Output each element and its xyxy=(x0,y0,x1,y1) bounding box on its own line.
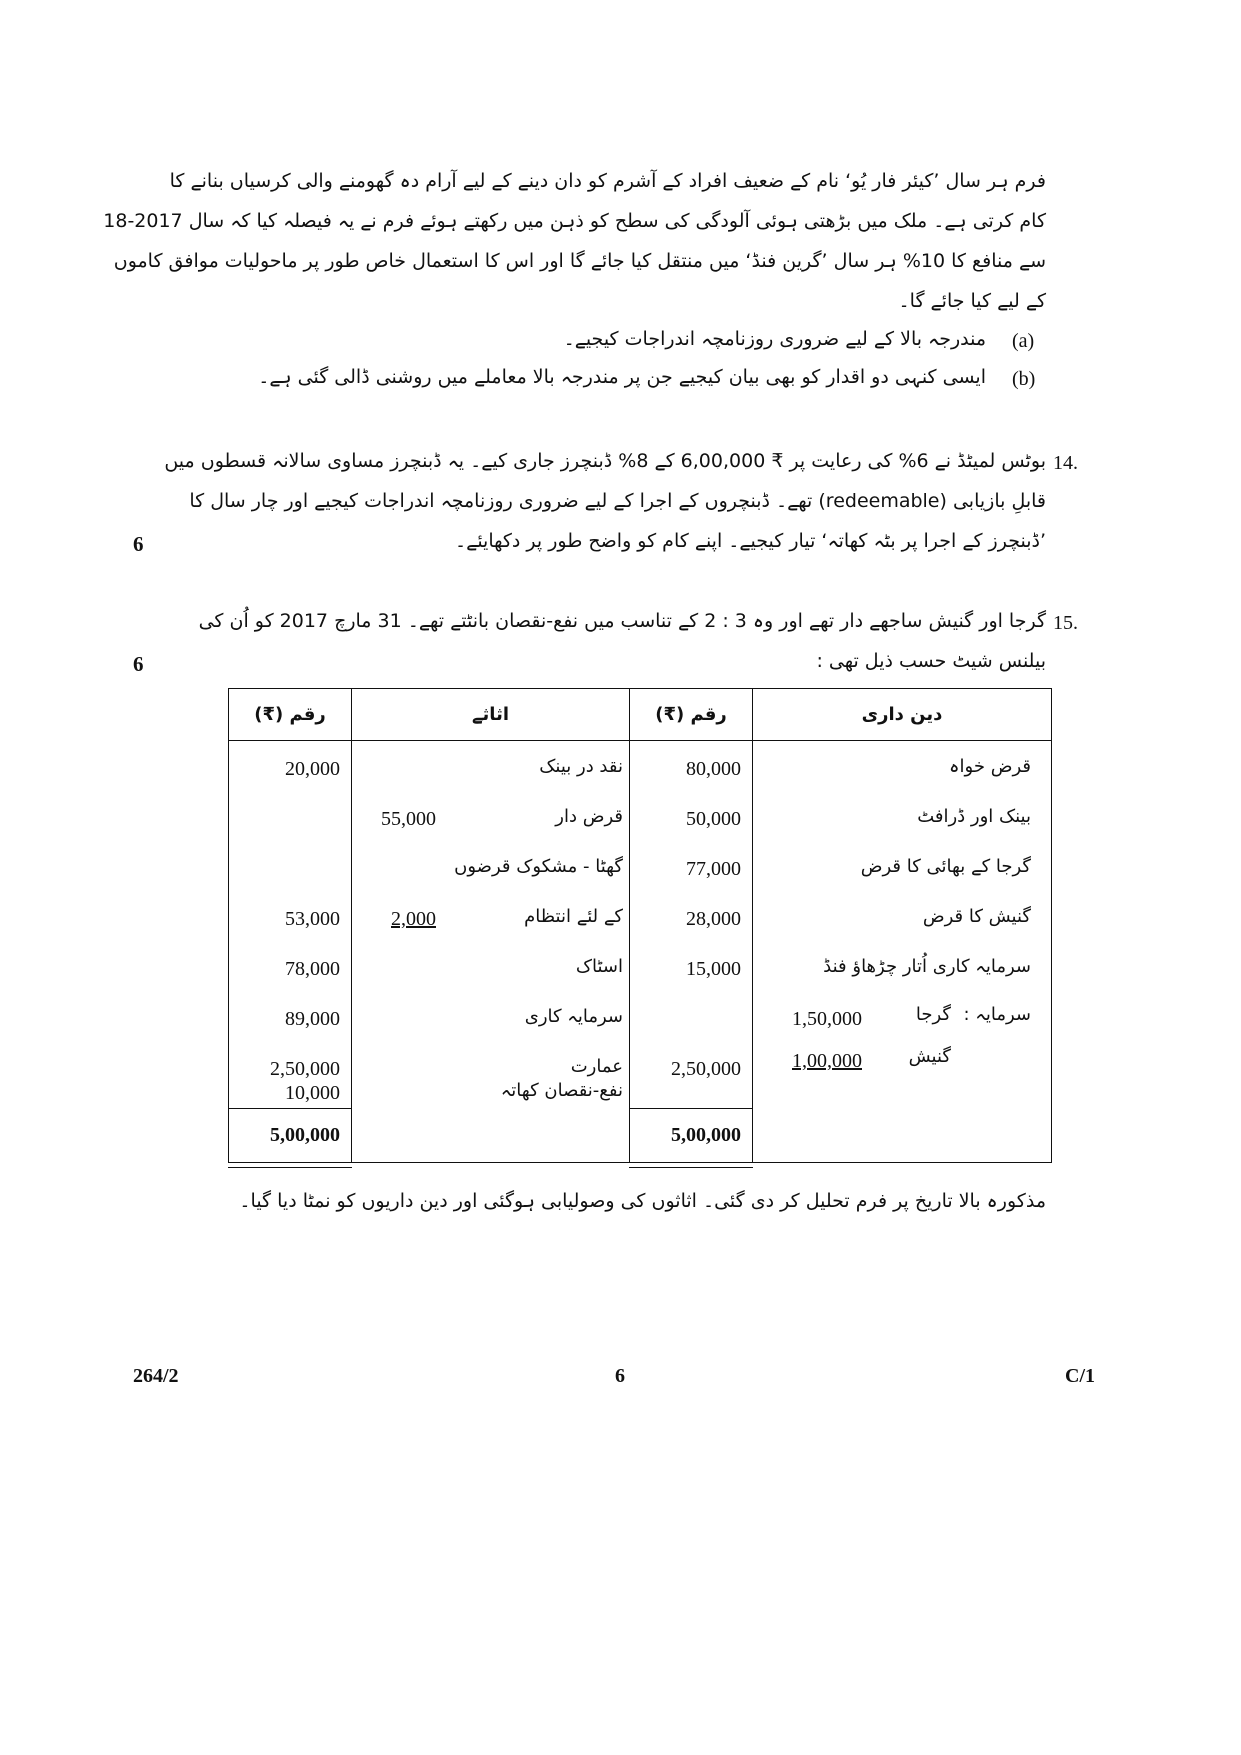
liability-amount: 50,000 xyxy=(686,808,741,830)
table-border-right xyxy=(1051,688,1052,1163)
assets-total: 5,00,000 xyxy=(270,1124,340,1146)
header-liabilities: دین داری xyxy=(861,704,943,725)
asset-inner-amount: 2,000 xyxy=(391,908,436,930)
liability-amount: 15,000 xyxy=(686,958,741,980)
total-rule-liab-top xyxy=(629,1108,753,1109)
q13-line-4: کے لیے کیا جائے گا۔ xyxy=(898,290,1046,312)
asset-label: اسٹاک xyxy=(575,956,623,977)
liability-label: گرجا کے بھائی کا قرض xyxy=(860,856,1031,877)
q15-marks: 6 xyxy=(133,652,144,676)
q13-line-3: سے منافع کا 10% ہر سال ’گرین فنڈ‘ میں منتقل کیا جائے گا اور اس کا استعمال خاص طور پر ماحولیات موافق کاموں xyxy=(113,250,1046,272)
liability-label: سرمایہ کاری اُتار چڑھاؤ فنڈ xyxy=(823,956,1031,977)
liability-amount: 28,000 xyxy=(686,908,741,930)
page-number: 6 xyxy=(615,1365,625,1387)
asset-label: نفع-نقصان کھاتہ xyxy=(500,1080,623,1101)
q13-line-1: فرم ہر سال ’کیئر فار یُو‘ نام کے ضعیف افراد کے آشرم کو دان دینے کے لیے آرام دہ گھومنے والی کرسیاں بنانے کا xyxy=(169,170,1046,192)
liability-label: بینک اور ڈرافٹ xyxy=(917,806,1031,827)
total-double-assets xyxy=(228,1167,352,1168)
q14-line-1: بوٹس لمیٹڈ نے 6% کی رعایت پر ₹ 6,00,000 کے 8% ڈبنچرز جاری کیے۔ یہ ڈبنچرز مساوی سالانہ قسطوں میں xyxy=(164,450,1046,472)
header-assets: اثاثے xyxy=(472,704,509,725)
liability-amount: 80,000 xyxy=(686,758,741,780)
capital-partner-2-amount: 1,00,000 xyxy=(792,1050,862,1072)
q14-line-3: ’ڈبنچرز کے اجرا پر بٹہ کھاتہ‘ تیار کیجیے۔ اپنے کام کو واضح طور پر دکھایئے۔ xyxy=(455,530,1046,552)
asset-amount: 89,000 xyxy=(285,1008,340,1030)
capital-partner-1-amount: 1,50,000 xyxy=(792,1008,862,1030)
total-double-liab xyxy=(629,1167,753,1168)
asset-amount: 2,50,000 xyxy=(270,1058,340,1080)
q15-after-text: مذکورہ بالا تاریخ پر فرم تحلیل کر دی گئی۔ اثاثوں کی وصولیابی ہوگئی اور دین داریوں کو نمٹا دیا گیا۔ xyxy=(239,1190,1046,1212)
q15-line-1: گرجا اور گنیش ساجھے دار تھے اور وہ 3 : 2 کے تناسب میں نفع-نقصان بانٹتے تھے۔ 31 مارچ 2017 کو اُن کی xyxy=(198,610,1046,632)
asset-label: کے لئے انتظام xyxy=(524,906,623,927)
asset-label: نقد در بینک xyxy=(539,756,623,777)
asset-label: عمارت xyxy=(570,1056,623,1077)
col-divider-3 xyxy=(752,688,753,1163)
asset-label: گھٹا - مشکوک قرضوں xyxy=(454,856,623,877)
capital-partner-1: گرجا xyxy=(915,1004,951,1025)
capital-total: 2,50,000 xyxy=(671,1058,741,1080)
liability-label: قرض خواہ xyxy=(949,756,1031,777)
asset-inner-amount: 55,000 xyxy=(381,808,436,830)
capital-label: سرمایہ : xyxy=(963,1004,1031,1025)
q14-marks: 6 xyxy=(133,532,144,556)
asset-label: قرض دار xyxy=(555,806,623,827)
liabilities-total: 5,00,000 xyxy=(671,1124,741,1146)
q13-a-label: (a) xyxy=(1012,330,1035,352)
asset-amount: 20,000 xyxy=(285,758,340,780)
q13-b-label: (b) xyxy=(1012,368,1036,390)
header-asset-amount: رقم (₹) xyxy=(254,704,326,725)
asset-amount: 78,000 xyxy=(285,958,340,980)
q15-line-2: بیلنس شیٹ حسب ذیل تھی : xyxy=(816,650,1046,672)
asset-label: سرمایہ کاری xyxy=(524,1006,623,1027)
q14-line-2: قابلِ بازیابی (redeemable) تھے۔ ڈبنچروں کے اجرا کے لیے ضروری روزنامچہ اندراجات کیجیے اور چار سال کا xyxy=(189,490,1046,512)
q14-number: 14. xyxy=(1053,452,1078,474)
asset-amount: 10,000 xyxy=(285,1082,340,1104)
footer-code: 264/2 xyxy=(133,1365,179,1387)
total-rule-assets-top xyxy=(228,1108,352,1109)
footer-set: C/1 xyxy=(1065,1365,1095,1387)
liability-label: گنیش کا قرض xyxy=(922,906,1031,927)
q15-number: 15. xyxy=(1053,612,1078,634)
header-liab-amount: رقم (₹) xyxy=(655,704,727,725)
q13-a-text: مندرجہ بالا کے لیے ضروری روزنامچہ اندراجات کیجیے۔ xyxy=(563,328,986,350)
q13-b-text: ایسی کنہی دو اقدار کو بھی بیان کیجیے جن پر مندرجہ بالا معاملے میں روشنی ڈالی گئی ہے۔ xyxy=(258,366,986,388)
liability-amount: 77,000 xyxy=(686,858,741,880)
asset-amount: 53,000 xyxy=(285,908,340,930)
capital-partner-2: گنیش xyxy=(908,1046,951,1067)
q13-line-2: کام کرتی ہے۔ ملک میں بڑھتی ہوئی آلودگی کی سطح کو ذہن میں رکھتے ہوئے فرم نے یہ فیصلہ کیا کہ سال 2017-18 xyxy=(103,210,1046,232)
table-border-bottom xyxy=(228,1162,1052,1163)
